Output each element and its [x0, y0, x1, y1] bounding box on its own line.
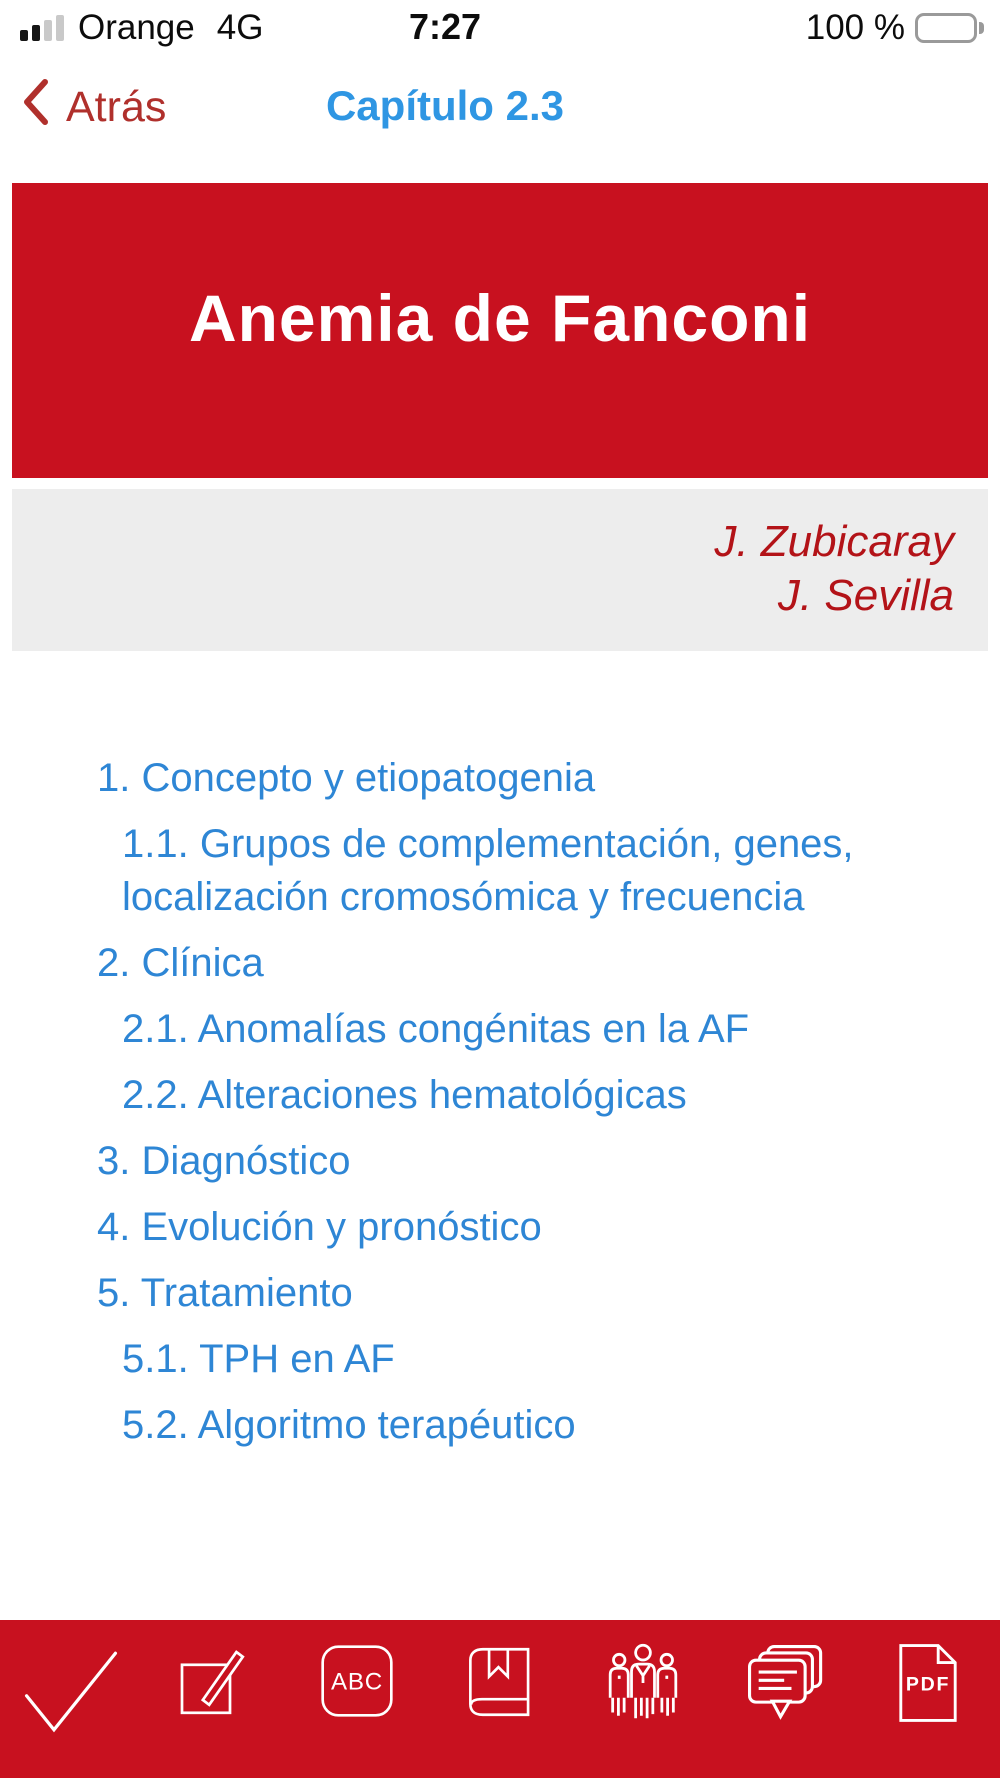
svg-text:PDF: PDF: [906, 1673, 951, 1696]
toc-item-1-1[interactable]: 1.1. Grupos de complementación, genes, localización cromosómica y frecuencia: [122, 822, 854, 919]
pdf-document-icon[interactable]: [874, 1642, 982, 1752]
bottom-toolbar: [0, 1620, 1000, 1778]
status-right: [806, 8, 984, 48]
edit-note-icon[interactable]: [160, 1642, 268, 1752]
back-button-label: Atrás: [66, 83, 167, 131]
toc-item-2[interactable]: 2. Clínica: [97, 941, 264, 985]
battery-cap: [979, 22, 984, 34]
medical-team-icon[interactable]: [589, 1642, 697, 1752]
toc-item-1[interactable]: 1. Concepto y etiopatogenia: [97, 756, 596, 800]
toc-item-2-2[interactable]: 2.2. Alteraciones hematológicas: [122, 1073, 687, 1117]
battery-icon: [915, 13, 977, 43]
authors-panel: [12, 489, 988, 651]
status-bar: [0, 0, 1000, 60]
toc-item-2-1[interactable]: 2.1. Anomalías congénitas en la AF: [122, 1007, 750, 1051]
carrier-label: Orange: [78, 8, 195, 47]
author-name: J. Sevilla: [777, 571, 954, 620]
chapter-title: Anemia de Fanconi: [188, 280, 812, 355]
page-title: Capítulo 2.3: [325, 82, 565, 129]
comments-icon[interactable]: [732, 1642, 840, 1752]
toc-item-5-2[interactable]: 5.2. Algoritmo terapéutico: [122, 1403, 576, 1447]
checkmark-icon[interactable]: [17, 1642, 125, 1752]
author-name: J. Zubicaray: [714, 517, 954, 566]
chapter-banner: [12, 183, 988, 478]
svg-text:ABC: ABC: [331, 1668, 384, 1696]
network-type-label: 4G: [216, 8, 264, 47]
glossary-abc-icon[interactable]: [303, 1642, 411, 1752]
toc-item-4[interactable]: 4. Evolución y pronóstico: [97, 1205, 542, 1249]
table-of-contents: [97, 752, 945, 1465]
clock-label: 7:27: [408, 6, 482, 47]
toc-item-5-1[interactable]: 5.1. TPH en AF: [122, 1337, 395, 1381]
toc-item-5[interactable]: 5. Tratamiento: [97, 1271, 353, 1315]
bookmarked-book-icon[interactable]: [446, 1642, 554, 1752]
navigation-bar: [0, 72, 1000, 138]
battery-percent-label: 100 %: [805, 8, 905, 47]
toc-item-3[interactable]: 3. Diagnóstico: [97, 1139, 351, 1183]
